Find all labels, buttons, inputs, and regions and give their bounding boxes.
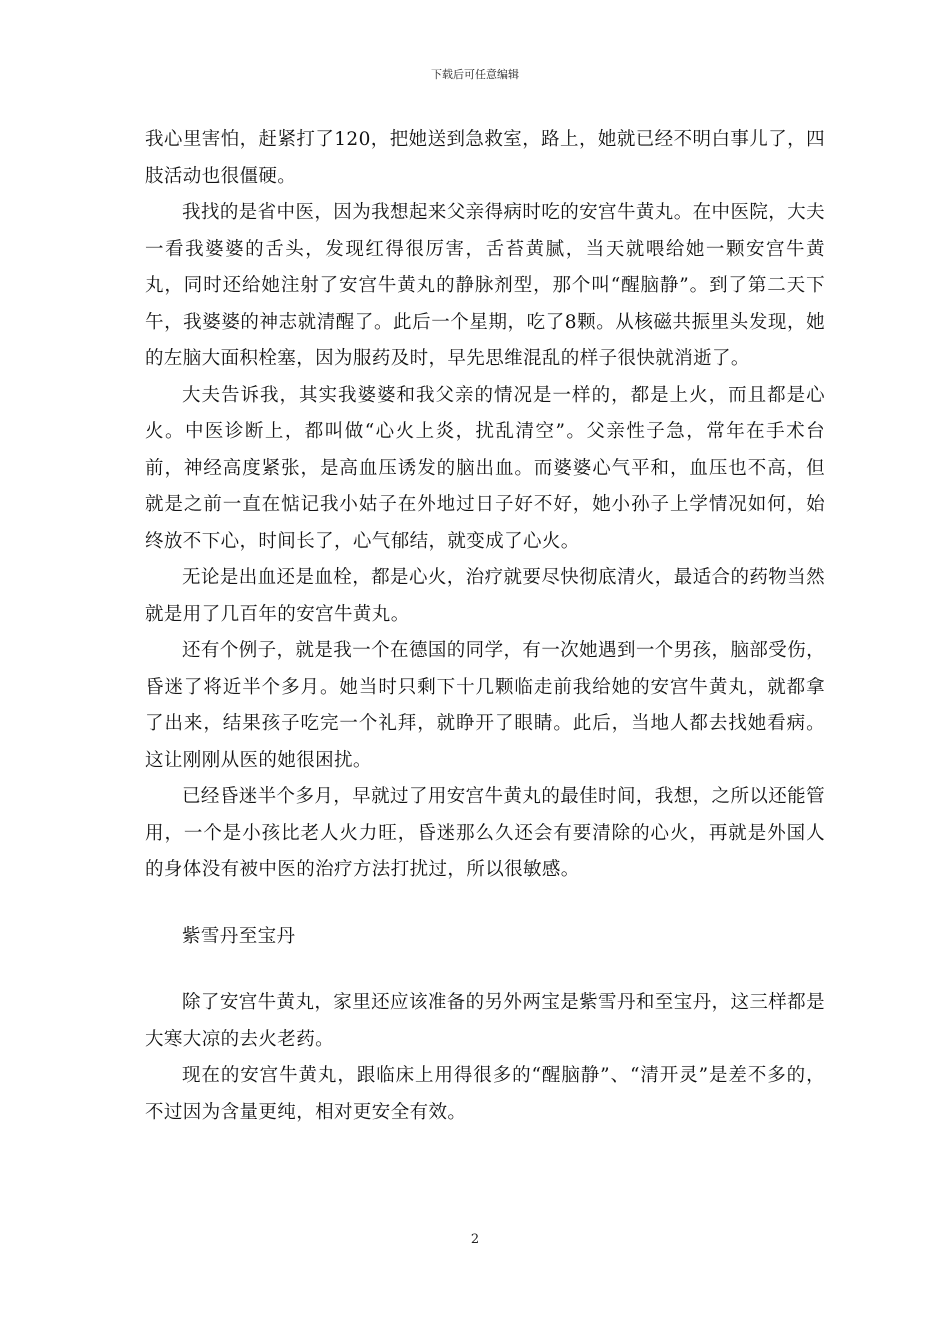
paragraph: 大夫告诉我，其实我婆婆和我父亲的情况是一样的，都是上火，而且都是心火。中医诊断上，都叫做“心火上炎，扰乱清空”。父亲性子急，常年在手术台前，神经高度紧张，是高血压诱发的脑出血。而婆婆心气平和，血压也不高，但就是之前一直在惦记我小姑子在外地过日子好不好，她小孙子上学情况如何，始终放不下心，时间长了，心气郁结，就变成了心火。 <box>145 384 825 552</box>
paragraph: 还有个例子，就是我一个在德国的同学，有一次她遇到一个男孩，脑部受伤，昏迷了将近半个多月。她当时只剩下十几颗临走前我给她的安宫牛黄丸，就都拿了出来，结果孩子吃完一个礼拜，就睁开了眼睛。此后，当地人都去找她看病。这让刚刚从医的她很困扰。 <box>145 640 825 771</box>
section-heading: 紫雪丹至宝丹 <box>182 925 296 947</box>
paragraph: 已经昏迷半个多月，早就过了用安宫牛黄丸的最佳时间，我想，之所以还能管用，一个是小孩比老人火力旺，昏迷那么久还会有要清除的心火，再就是外国人的身体没有被中医的治疗方法打扰过，所以很敏感。 <box>145 786 825 880</box>
paragraph: 我心里害怕，赶紧打了120，把她送到急救室，路上，她就已经不明白事儿了，四肢活动也很僵硬。 <box>145 129 825 187</box>
paragraph: 我找的是省中医，因为我想起来父亲得病时吃的安宫牛黄丸。在中医院，大夫一看我婆婆的舌头，发现红得很厉害，舌苔黄腻，当天就喂给她一颗安宫牛黄丸，同时还给她注射了安宫牛黄丸的静脉剂型，那个叫“醒脑静”。到了第二天下午，我婆婆的神志就清醒了。此后一个星期，吃了8颗。从核磁共振里头发现，她的左脑大面积栓塞，因为服药及时，早先思维混乱的样子很快就消逝了。 <box>145 202 825 369</box>
paragraph: 现在的安宫牛黄丸，跟临床上用得很多的“醒脑静”、“清开灵”是差不多的，不过因为含量更纯，相对更安全有效。 <box>145 1065 825 1123</box>
page-header: 下载后可任意编辑 <box>431 68 519 81</box>
paragraph: 无论是出血还是血栓，都是心火，治疗就要尽快彻底清火，最适合的药物当然就是用了几百年的安宫牛黄丸。 <box>145 567 825 625</box>
document-body <box>145 122 825 1131</box>
page-number: 2 <box>470 1232 480 1247</box>
paragraph: 除了安宫牛黄丸，家里还应该准备的另外两宝是紫雪丹和至宝丹，这三样都是大寒大凉的去火老药。 <box>145 992 825 1050</box>
